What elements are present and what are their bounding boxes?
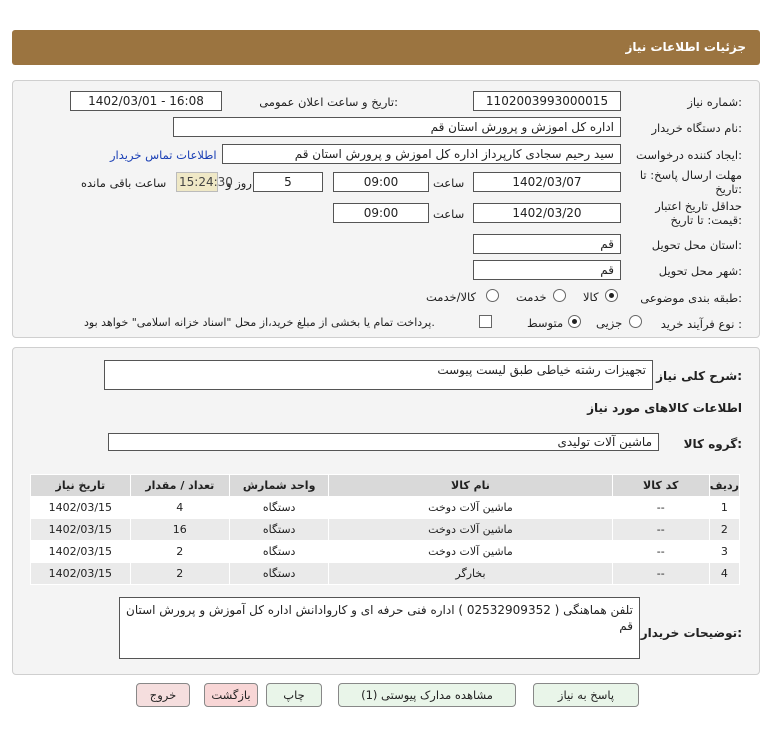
view-attachments-button[interactable]: مشاهده مدارک پیوستی (1) — [338, 683, 516, 707]
print-button[interactable]: چاپ — [266, 683, 322, 707]
validity-time-field: 09:00 — [333, 203, 429, 223]
need-number-label: شماره نیاز: — [687, 95, 742, 109]
table-row — [31, 541, 740, 563]
cell-name: بخارگر — [329, 563, 612, 585]
validity-label-line1: حداقل تاریخ اعتبار — [655, 199, 742, 213]
buyer-org-label: نام دستگاه خریدار: — [651, 121, 742, 135]
category-radio-goods-service[interactable] — [486, 289, 499, 302]
col-header-code: کد کالا — [612, 475, 709, 497]
need-number-field: 1102003993000015 — [473, 91, 621, 111]
goods-info-title: اطلاعات کالاهای مورد نیاز — [587, 401, 742, 415]
province-label: استان محل تحویل: — [651, 238, 742, 252]
creator-label: ایجاد کننده درخواست: — [636, 148, 742, 162]
cell-unit: دستگاه — [229, 497, 328, 519]
buyer-notes-field: تلفن هماهنگی ( 02532909352 ) اداره فنی حرفه ای و کاروادانش اداره کل آموزش و پرورش استان قم — [119, 597, 640, 659]
col-header-unit: واحد شمارش — [229, 475, 328, 497]
cell-name: ماشین آلات دوخت — [329, 519, 612, 541]
process-option-minor: جزیی — [596, 316, 623, 330]
cell-unit: دستگاه — [229, 519, 328, 541]
deadline-label-line2: تاریخ: — [715, 182, 742, 196]
process-radio-medium[interactable] — [568, 315, 581, 328]
remaining-time-field: 15:24:30 — [176, 172, 218, 192]
reply-button[interactable]: پاسخ به نیاز — [533, 683, 639, 707]
cell-qty: 2 — [130, 563, 229, 585]
col-header-qty: تعداد / مقدار — [130, 475, 229, 497]
page-title: جزئیات اطلاعات نیاز — [625, 40, 746, 54]
cell-row: 3 — [709, 541, 739, 563]
page-header — [12, 30, 760, 65]
category-label: طبقه بندی موضوعی: — [640, 291, 742, 305]
category-option-goods-service: کالا/خدمت — [426, 290, 477, 304]
cell-unit: دستگاه — [229, 541, 328, 563]
cell-qty: 2 — [130, 541, 229, 563]
days-label: روز و — [226, 176, 252, 190]
deadline-time-field: 09:00 — [333, 172, 429, 192]
cell-code: -- — [612, 519, 709, 541]
table-row — [31, 563, 740, 585]
cell-row: 4 — [709, 563, 739, 585]
days-remaining-field: 5 — [253, 172, 323, 192]
summary-field: تجهیزات رشته خیاطی طبق لیست پیوست — [104, 360, 653, 390]
category-radio-goods[interactable] — [605, 289, 618, 302]
goods-group-label: گروه کالا: — [683, 437, 742, 451]
buyer-contact-link[interactable]: اطلاعات تماس خریدار — [110, 148, 217, 162]
process-option-medium: متوسط — [527, 316, 564, 330]
cell-row: 1 — [709, 497, 739, 519]
validity-label-line2: قیمت: تا تاریخ: — [670, 213, 742, 227]
category-option-goods: کالا — [583, 290, 599, 304]
cell-unit: دستگاه — [229, 563, 328, 585]
cell-date: 1402/03/15 — [31, 497, 131, 519]
summary-label: شرح کلی نیاز: — [656, 369, 742, 383]
cell-code: -- — [612, 541, 709, 563]
goods-group-field: ماشین آلات تولیدی — [108, 433, 659, 451]
category-option-service: خدمت — [516, 290, 547, 304]
deadline-time-label: ساعت — [433, 176, 465, 190]
goods-table — [30, 474, 740, 585]
announce-datetime-field: 1402/03/01 - 16:08 — [70, 91, 222, 111]
validity-date-field: 1402/03/20 — [473, 203, 621, 223]
treasury-payment-note: پرداخت تمام یا بخشی از مبلغ خرید،از محل "اسناد خزانه اسلامی" خواهد بود. — [84, 316, 435, 329]
city-field: قم — [473, 260, 621, 280]
process-label: نوع فرآیند خرید : — [660, 317, 742, 331]
creator-field: سید رحیم سجادی کارپرداز اداره کل اموزش و پرورش استان قم — [222, 144, 621, 164]
buyer-notes-label: توضیحات خریدار: — [640, 626, 742, 640]
province-field: قم — [473, 234, 621, 254]
cell-row: 2 — [709, 519, 739, 541]
cell-name: ماشین آلات دوخت — [329, 541, 612, 563]
table-row — [31, 519, 740, 541]
cell-name: ماشین آلات دوخت — [329, 497, 612, 519]
col-header-name: نام کالا — [329, 475, 612, 497]
cell-date: 1402/03/15 — [31, 541, 131, 563]
col-header-row: ردیف — [709, 475, 739, 497]
back-button[interactable]: بازگشت — [204, 683, 258, 707]
cell-code: -- — [612, 563, 709, 585]
city-label: شهر محل تحویل: — [658, 264, 742, 278]
cell-code: -- — [612, 497, 709, 519]
table-row — [31, 497, 740, 519]
deadline-label-line1: مهلت ارسال پاسخ: تا — [639, 168, 742, 182]
cell-date: 1402/03/15 — [31, 563, 131, 585]
process-radio-minor[interactable] — [629, 315, 642, 328]
cell-qty: 4 — [130, 497, 229, 519]
cell-qty: 16 — [130, 519, 229, 541]
deadline-date-field: 1402/03/07 — [473, 172, 621, 192]
remaining-time-label: ساعت باقی مانده — [81, 176, 167, 190]
validity-time-label: ساعت — [433, 207, 465, 221]
buyer-org-field: اداره کل اموزش و پرورش استان قم — [173, 117, 621, 137]
exit-button[interactable]: خروج — [136, 683, 190, 707]
col-header-date: تاریخ نیاز — [31, 475, 131, 497]
announce-label: تاریخ و ساعت اعلان عمومی: — [259, 95, 398, 109]
cell-date: 1402/03/15 — [31, 519, 131, 541]
category-radio-service[interactable] — [553, 289, 566, 302]
treasury-payment-checkbox[interactable] — [479, 315, 492, 328]
